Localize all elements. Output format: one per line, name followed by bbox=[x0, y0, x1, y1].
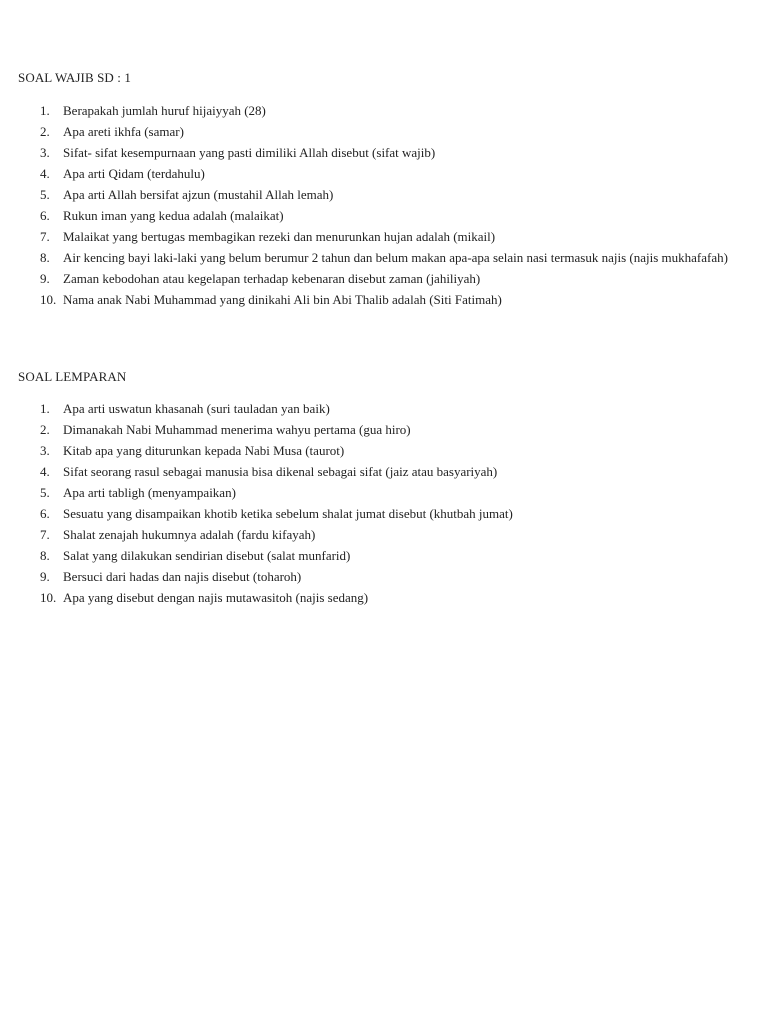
item-text: Bersuci dari hadas dan najis disebut (toharoh) bbox=[63, 569, 302, 584]
item-number: 4. bbox=[40, 166, 50, 181]
item-text: Kitab apa yang diturunkan kepada Nabi Musa (taurot) bbox=[63, 443, 345, 458]
list-item bbox=[18, 205, 756, 226]
list-item bbox=[18, 100, 756, 121]
item-text: Sifat seorang rasul sebagai manusia bisa dikenal sebagai sifat (jaiz atau basyariyah) bbox=[63, 464, 498, 479]
item-number: 1. bbox=[40, 401, 50, 416]
list-item bbox=[18, 545, 756, 566]
list-item bbox=[18, 268, 756, 289]
item-text: Rukun iman yang kedua adalah (malaikat) bbox=[63, 208, 284, 223]
list-item bbox=[18, 398, 756, 419]
list-item bbox=[18, 524, 756, 545]
item-number: 2. bbox=[40, 124, 50, 139]
item-number: 9. bbox=[40, 271, 50, 286]
item-text: Shalat zenajah hukumnya adalah (fardu kifayah) bbox=[63, 527, 316, 542]
question-list bbox=[18, 398, 756, 608]
item-number: 5. bbox=[40, 485, 50, 500]
item-text: Apa arti uswatun khasanah (suri tauladan yan baik) bbox=[63, 401, 330, 416]
item-number: 7. bbox=[40, 527, 50, 542]
item-number: 3. bbox=[40, 443, 50, 458]
item-text: Apa yang disebut dengan najis mutawasitoh (najis sedang) bbox=[63, 590, 369, 605]
item-text: Salat yang dilakukan sendirian disebut (salat munfarid) bbox=[63, 548, 351, 563]
list-item bbox=[18, 461, 756, 482]
list-item bbox=[18, 226, 756, 247]
list-item bbox=[18, 419, 756, 440]
item-text: Apa areti ikhfa (samar) bbox=[63, 124, 184, 139]
item-text: Air kencing bayi laki-laki yang belum berumur 2 tahun dan belum makan apa-apa selain nasi termasuk najis (najis mukhafafah) bbox=[63, 250, 728, 265]
list-item bbox=[18, 566, 756, 587]
item-number: 7. bbox=[40, 229, 50, 244]
item-number: 9. bbox=[40, 569, 50, 584]
list-item bbox=[18, 163, 756, 184]
item-number: 8. bbox=[40, 548, 50, 563]
item-text: Sesuatu yang disampaikan khotib ketika sebelum shalat jumat disebut (khutbah jumat) bbox=[63, 506, 513, 521]
item-number: 10. bbox=[40, 292, 57, 307]
section-heading: SOAL LEMPARAN bbox=[18, 369, 127, 384]
section-soal-wajib bbox=[18, 70, 756, 310]
item-text: Apa arti Allah bersifat ajzun (mustahil Allah lemah) bbox=[63, 187, 334, 202]
list-item bbox=[18, 587, 756, 608]
list-item bbox=[18, 247, 756, 268]
list-item bbox=[18, 440, 756, 461]
item-number: 5. bbox=[40, 187, 50, 202]
item-number: 4. bbox=[40, 464, 50, 479]
question-list bbox=[18, 100, 756, 310]
list-item bbox=[18, 482, 756, 503]
list-item bbox=[18, 184, 756, 205]
item-text: Apa arti tabligh (menyampaikan) bbox=[63, 485, 236, 500]
list-item bbox=[18, 289, 756, 310]
item-text: Berapakah jumlah huruf hijaiyyah (28) bbox=[63, 103, 266, 118]
item-number: 3. bbox=[40, 145, 50, 160]
item-text: Malaikat yang bertugas membagikan rezeki dan menurunkan hujan adalah (mikail) bbox=[63, 229, 496, 244]
item-text: Nama anak Nabi Muhammad yang dinikahi Ali bin Abi Thalib adalah (Siti Fatimah) bbox=[63, 292, 502, 307]
item-text: Dimanakah Nabi Muhammad menerima wahyu pertama (gua hiro) bbox=[63, 422, 411, 437]
section-heading: SOAL WAJIB SD : 1 bbox=[18, 70, 131, 85]
item-number: 6. bbox=[40, 506, 50, 521]
list-item bbox=[18, 121, 756, 142]
item-number: 2. bbox=[40, 422, 50, 437]
item-text: Zaman kebodohan atau kegelapan terhadap kebenaran disebut zaman (jahiliyah) bbox=[63, 271, 481, 286]
item-number: 10. bbox=[40, 590, 57, 605]
list-item bbox=[18, 503, 756, 524]
item-number: 6. bbox=[40, 208, 50, 223]
item-number: 1. bbox=[40, 103, 50, 118]
item-text: Sifat- sifat kesempurnaan yang pasti dimiliki Allah disebut (sifat wajib) bbox=[63, 145, 436, 160]
section-soal-lemparan bbox=[18, 369, 756, 608]
item-text: Apa arti Qidam (terdahulu) bbox=[63, 166, 205, 181]
item-number: 8. bbox=[40, 250, 50, 265]
list-item bbox=[18, 142, 756, 163]
